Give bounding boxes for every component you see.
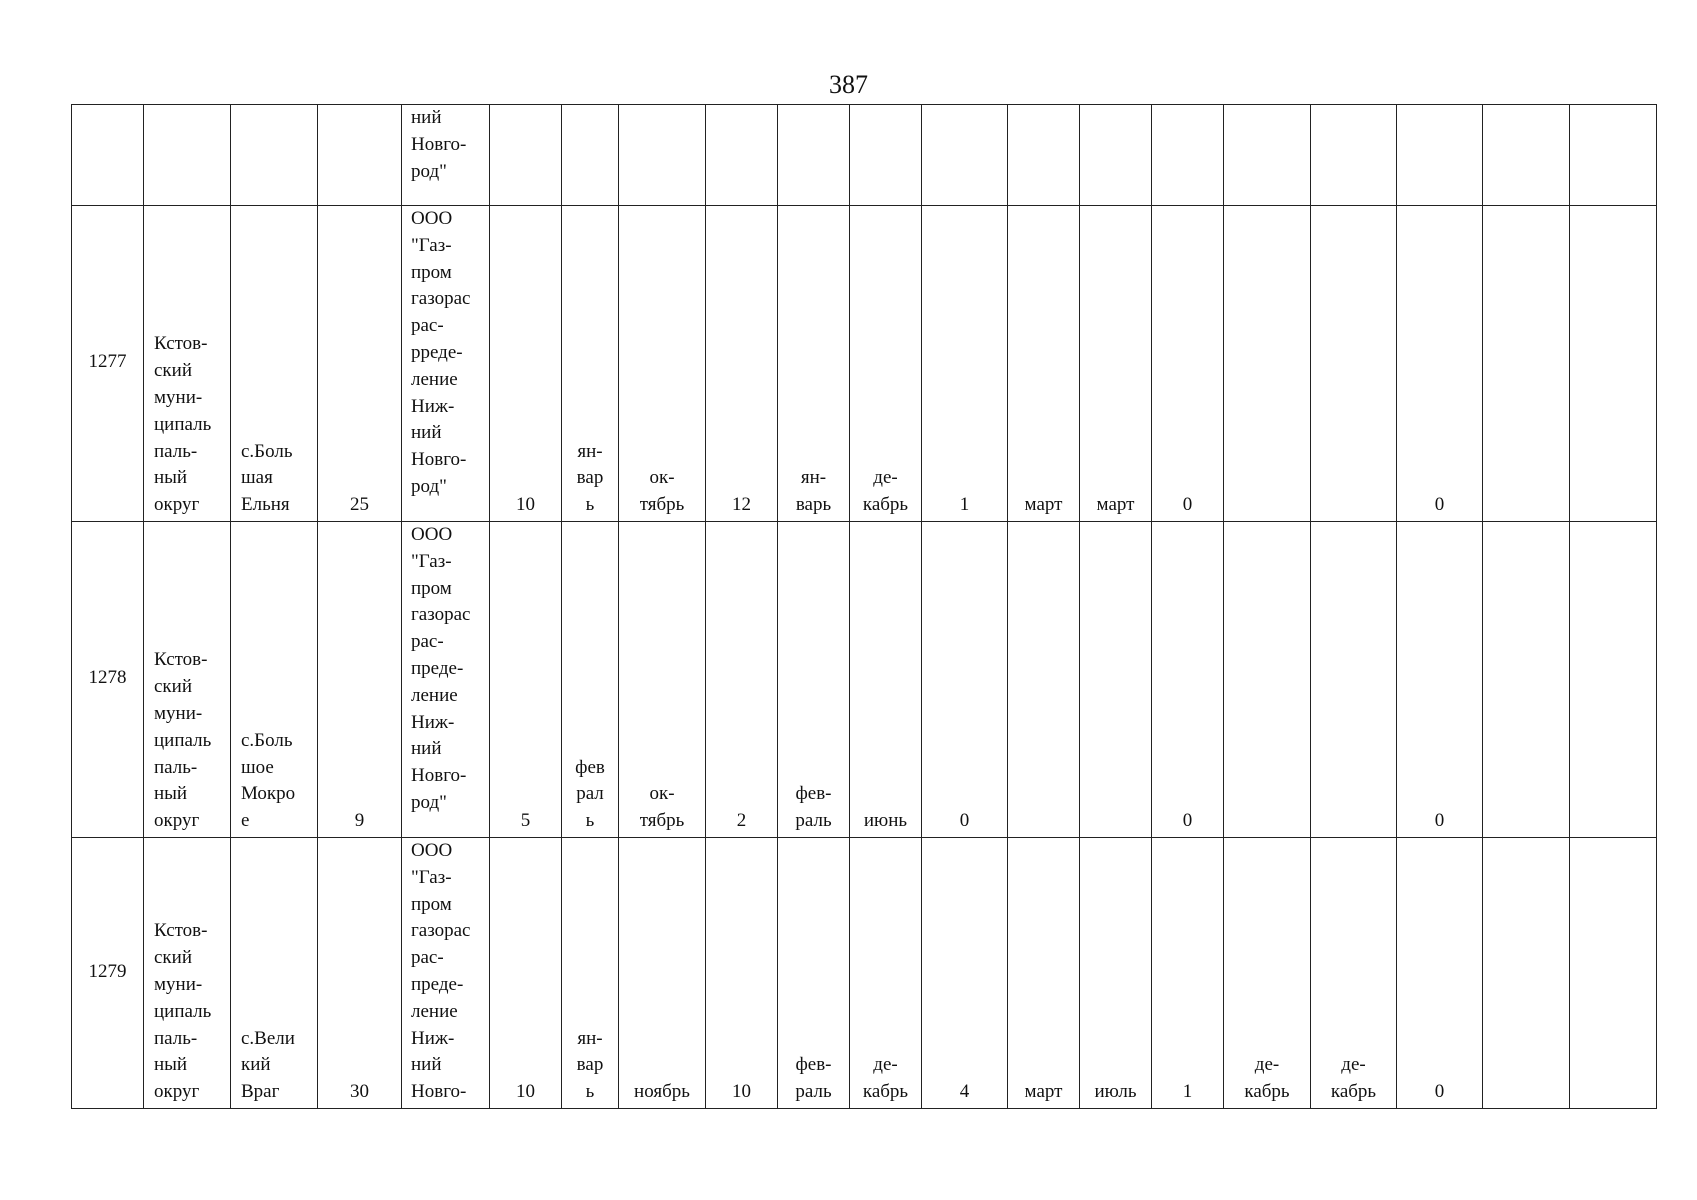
cell-c19 — [1483, 206, 1570, 522]
district-text: Кстов- ский муни- ципаль паль- ный округ — [154, 920, 212, 1103]
c8-text: ноябрь — [634, 1081, 690, 1103]
c10-text: ян- варь — [795, 467, 832, 516]
cell-c13: март — [1008, 206, 1080, 522]
cell-c13 — [1008, 105, 1080, 206]
cell-c7 — [562, 522, 619, 838]
cell-settlement — [231, 206, 318, 522]
cell-c15: 0 — [1152, 206, 1224, 522]
cell-c16 — [1224, 838, 1311, 1109]
cell-c10 — [778, 105, 850, 206]
cell-c7 — [562, 206, 619, 522]
cell-c17 — [1311, 206, 1397, 522]
cell-c19 — [1483, 522, 1570, 838]
cell-c15: 0 — [1152, 522, 1224, 838]
cell-c7 — [562, 105, 619, 206]
cell-district — [144, 522, 231, 838]
cell-c12 — [922, 105, 1008, 206]
cell-organization — [402, 522, 490, 838]
cell-c6: 10 — [490, 206, 562, 522]
cell-c16 — [1224, 206, 1311, 522]
cell-c8 — [619, 838, 706, 1109]
cell-c19 — [1483, 838, 1570, 1109]
settlement-text: с.Вели кий Враг — [241, 1027, 295, 1103]
cell-c17 — [1311, 105, 1397, 206]
cell-c20 — [1570, 206, 1657, 522]
organization-text: ООО "Газ- пром газорас рас- преде- ление Ниж- ний Новго- — [411, 840, 471, 1103]
cell-c20 — [1570, 838, 1657, 1109]
c7-text: фев рал ь — [575, 756, 605, 832]
cell-c7 — [562, 838, 619, 1109]
cell-c15: 1 — [1152, 838, 1224, 1109]
c10-text: фев- раль — [795, 1054, 832, 1103]
c8-text: ок- тябрь — [639, 467, 685, 516]
cell-c10 — [778, 838, 850, 1109]
cell-c16 — [1224, 522, 1311, 838]
cell-c10 — [778, 522, 850, 838]
cell-c20 — [1570, 105, 1657, 206]
c7-text: ян- вар ь — [576, 440, 604, 516]
cell-c11 — [850, 838, 922, 1109]
cell-c18: 0 — [1397, 522, 1483, 838]
cell-c16 — [1224, 105, 1311, 206]
cell-c4: 9 — [318, 522, 402, 838]
cell-c9 — [706, 105, 778, 206]
cell-district — [144, 206, 231, 522]
c10-text: фев- раль — [795, 783, 832, 832]
cell-c13: март — [1008, 838, 1080, 1109]
settlement-text: с.Боль шое Мокро е — [241, 729, 296, 832]
cell-c12: 1 — [922, 206, 1008, 522]
cell-c17 — [1311, 838, 1397, 1109]
cell-c6: 10 — [490, 838, 562, 1109]
cell-c19 — [1483, 105, 1570, 206]
cell-settlement — [231, 522, 318, 838]
c11-text: де- кабрь — [862, 1054, 909, 1103]
cell-c6 — [490, 105, 562, 206]
c7-text: ян- вар ь — [576, 1027, 604, 1103]
cell-c10 — [778, 206, 850, 522]
cell-c18: 0 — [1397, 838, 1483, 1109]
cell-organization — [402, 838, 490, 1109]
cell-district — [144, 838, 231, 1109]
c11-text: де- кабрь — [862, 467, 909, 516]
table-row-continuation — [72, 105, 1657, 206]
c8-text: ок- тябрь — [639, 783, 685, 832]
c16-text: де- кабрь — [1244, 1054, 1290, 1103]
cell-num — [72, 105, 144, 206]
cell-c13 — [1008, 522, 1080, 838]
cell-c11 — [850, 105, 922, 206]
cell-c14 — [1080, 522, 1152, 838]
page-number: 387 — [829, 70, 868, 99]
organization-text: ний Новго- род" — [411, 107, 467, 182]
district-text: Кстов- ский муни- ципаль паль- ный округ — [154, 333, 212, 516]
cell-c12: 4 — [922, 838, 1008, 1109]
cell-c4: 25 — [318, 206, 402, 522]
cell-c14: март — [1080, 206, 1152, 522]
cell-c8 — [619, 522, 706, 838]
cell-district — [144, 105, 231, 206]
cell-c8 — [619, 206, 706, 522]
cell-c18 — [1397, 105, 1483, 206]
cell-c11 — [850, 206, 922, 522]
c17-text: де- кабрь — [1330, 1054, 1377, 1103]
cell-c4: 30 — [318, 838, 402, 1109]
cell-c11 — [850, 522, 922, 838]
cell-c14 — [1080, 105, 1152, 206]
cell-c9: 12 — [706, 206, 778, 522]
organization-text: ООО "Газ- пром газорас рас- pреде- ление Ниж- ний Новго- род" — [411, 208, 471, 497]
cell-settlement — [231, 105, 318, 206]
cell-num: 1277 — [72, 206, 144, 522]
cell-c18: 0 — [1397, 206, 1483, 522]
settlement-text: с.Боль шая Ельня — [241, 440, 293, 516]
district-text: Кстов- ский муни- ципаль паль- ный округ — [154, 649, 212, 832]
cell-organization — [402, 105, 490, 206]
cell-c6: 5 — [490, 522, 562, 838]
organization-text: ООО "Газ- пром газорас рас- преде- ление Ниж- ний Новго- род" — [411, 524, 471, 813]
cell-c17 — [1311, 522, 1397, 838]
cell-settlement — [231, 838, 318, 1109]
cell-c12: 0 — [922, 522, 1008, 838]
cell-num: 1279 — [72, 838, 144, 1109]
table-row-1279 — [72, 838, 1657, 1109]
table-row-1277 — [72, 206, 1657, 522]
cell-num: 1278 — [72, 522, 144, 838]
cell-c9: 2 — [706, 522, 778, 838]
cell-c20 — [1570, 522, 1657, 838]
c11-text: июнь — [863, 810, 908, 832]
cell-c14: июль — [1080, 838, 1152, 1109]
cell-c15 — [1152, 105, 1224, 206]
cell-organization — [402, 206, 490, 522]
table-row-1278 — [72, 522, 1657, 838]
data-table — [71, 104, 1657, 1109]
cell-c9: 10 — [706, 838, 778, 1109]
cell-c8 — [619, 105, 706, 206]
cell-c4 — [318, 105, 402, 206]
